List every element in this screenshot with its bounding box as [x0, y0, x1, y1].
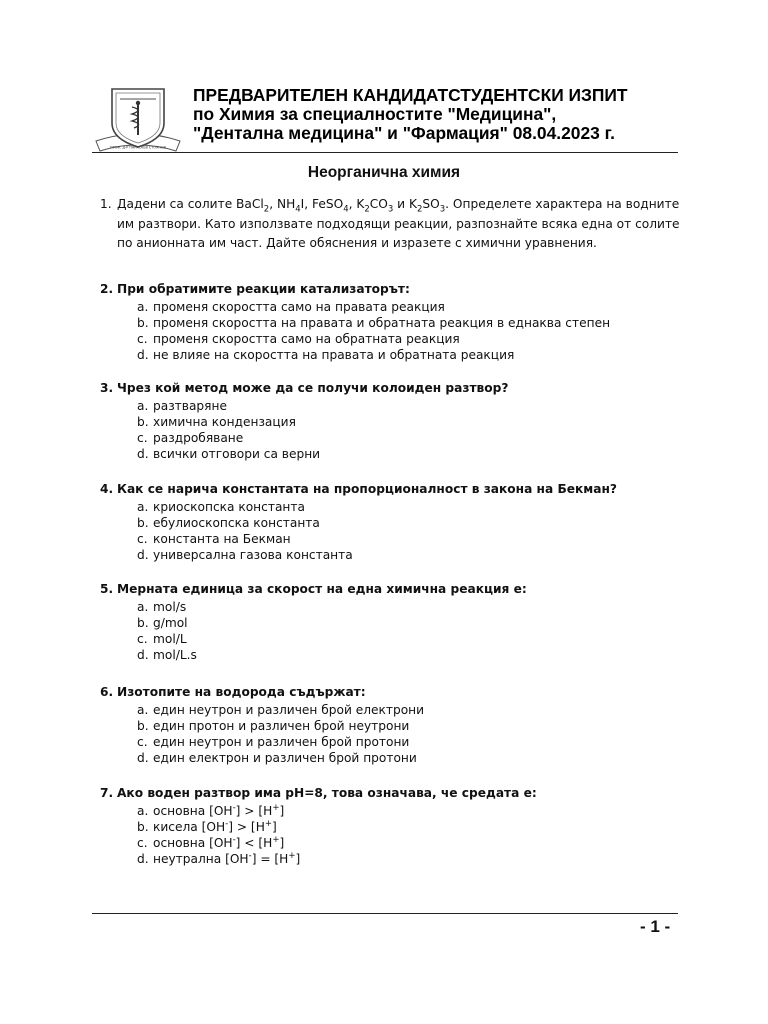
question-text: Дадени са солите BaCl$_2$, $NH_4I$, FeSO$_4$, $K_2CO_3$ и $K_2SO_3$. Определете характера на водните им разтвори. Като използвате подходящи реакции, разпознайте всяка една от солите по анионната им част. Дайте обяснения и изразете с химични уравнения.	[117, 197, 680, 250]
header-divider	[92, 152, 678, 153]
exam-header-title	[193, 86, 683, 143]
answer-option-b: b. g/mol	[137, 616, 188, 630]
question-text: Мерната единица за скорост на една химична реакция е:	[117, 582, 527, 596]
question-number: 3.	[100, 381, 114, 395]
answer-option-a: a. променя скоростта само на правата реакция	[137, 300, 445, 314]
answer-option-a: a. разтваряне	[137, 399, 227, 413]
answer-option-d: d. mol/L.s	[137, 648, 197, 662]
answer-option-d: d. не влияе на скоростта на правата и обратната реакция	[137, 348, 515, 362]
question-7	[100, 785, 680, 867]
section-title: Неорганична химия	[307, 164, 461, 181]
answer-option-d: d. неутрална [OH-] = [H+]	[137, 850, 301, 866]
answer-option-a: a. mol/s	[137, 600, 187, 614]
question-4	[100, 481, 680, 563]
answer-option-c: c. mol/L	[137, 632, 187, 646]
answer-option-b: b. кисела [OH-] > [H+]	[137, 818, 277, 834]
answer-option-b: b. променя скоростта на правата и обратната реакция в еднаква степен	[137, 316, 611, 330]
question-number: 7.	[100, 786, 114, 800]
question-text: Ако воден разтвор има pH=8, това означава, че средата е:	[117, 786, 537, 800]
question-1	[100, 195, 680, 254]
question-6	[100, 684, 680, 766]
answer-option-c: c. раздробяване	[137, 431, 244, 445]
question-text: При обратимите реакции катализаторът:	[117, 282, 410, 296]
answer-option-d: d. универсална газова константа	[137, 548, 353, 562]
page-number: - 1 -	[640, 917, 671, 936]
answer-option-d: d. един електрон и различен брой протони	[137, 751, 417, 765]
footer-divider	[92, 913, 678, 914]
question-number: 1.	[100, 197, 112, 211]
question-text: Как се нарича константата на пропорционалност в закона на Бекман?	[117, 482, 617, 496]
header-line-2: по Химия за специалностите "Медицина",	[193, 104, 557, 124]
answer-option-c: c. константа на Бекман	[137, 532, 291, 546]
answer-option-d: d. всички отговори са верни	[137, 447, 321, 461]
question-number: 5.	[100, 582, 114, 596]
header-line-3: "Дентална медицина" и "Фармация" 08.04.2023 г.	[193, 123, 615, 143]
answer-option-b: b. ебулиоскопска константа	[137, 516, 320, 530]
university-crest-logo	[92, 83, 184, 157]
question-5	[100, 581, 680, 663]
answer-option-c: c. основна [OH-] < [H+]	[137, 834, 285, 850]
logo-banner-text: ПРОФ. Д-Р ПАРАСКЕВ СТОЯНОВ	[110, 145, 166, 150]
header-line-1: ПРЕДВАРИТЕЛЕН КАНДИДАТСТУДЕНТСКИ ИЗПИТ	[193, 85, 628, 105]
answer-option-a: a. един неутрон и различен брой електрони	[137, 703, 425, 717]
answer-option-b: b. един протон и различен брой неутрони	[137, 719, 410, 733]
answer-option-c: c. един неутрон и различен брой протони	[137, 735, 410, 749]
question-3	[100, 380, 680, 462]
question-number: 2.	[100, 282, 114, 296]
question-text: Изотопите на водорода съдържат:	[117, 685, 366, 699]
question-text: Чрез кой метод може да се получи колоиден разтвор?	[117, 381, 509, 395]
answer-option-b: b. химична кондензация	[137, 415, 296, 429]
answer-option-a: a. криоскопска константа	[137, 500, 305, 514]
question-number: 4.	[100, 482, 114, 496]
question-2	[100, 281, 680, 363]
answer-option-a: a. основна [OH-] > [H+]	[137, 802, 285, 818]
answer-option-c: c. променя скоростта само на обратната реакция	[137, 332, 460, 346]
question-number: 6.	[100, 685, 114, 699]
